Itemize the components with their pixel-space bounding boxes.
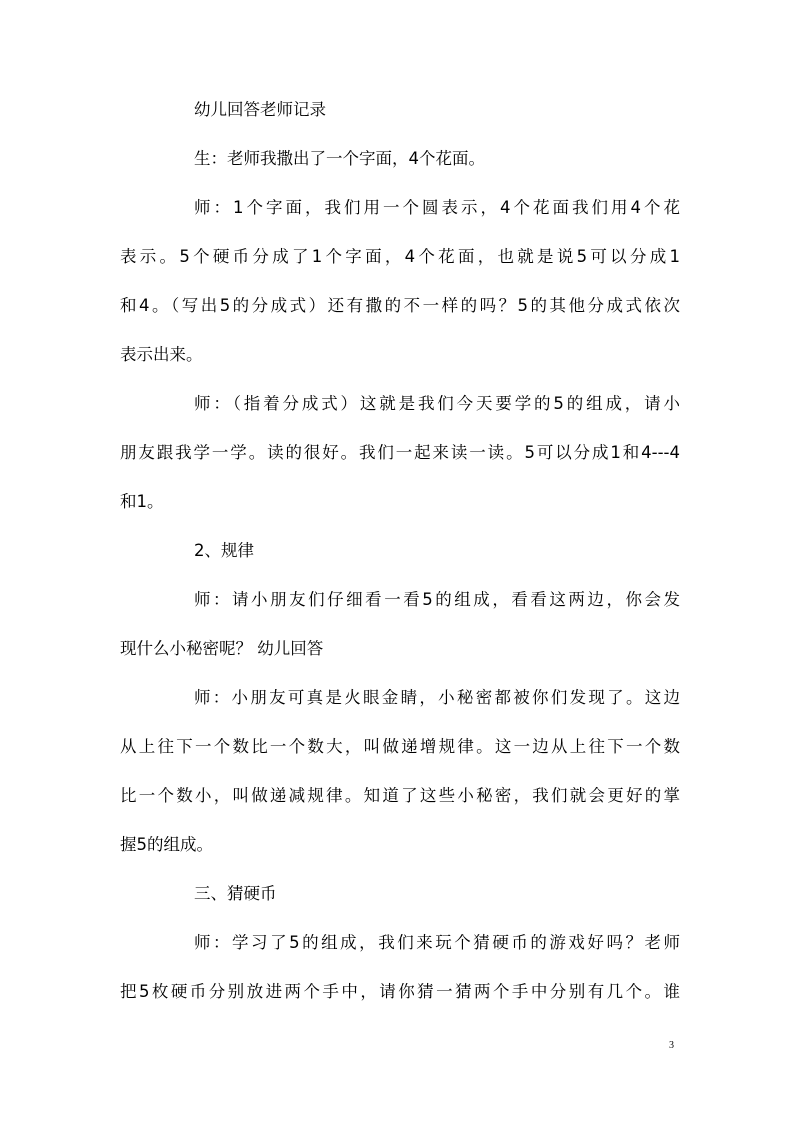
paragraph-line: 师：学习了5的组成，我们来玩个猜硬币的游戏好吗？老师 <box>194 933 680 952</box>
paragraph-line: 表示。5个硬币分成了1个字面，4个花面，也就是说5可以分成1 <box>120 247 680 266</box>
section-heading: 三、猜硬币 <box>194 884 277 903</box>
paragraph-line: 表示出来。 <box>120 345 203 364</box>
paragraph-line: 师：1个字面，我们用一个圆表示，4个花面我们用4个花 <box>194 198 680 217</box>
page-number: 3 <box>669 1040 674 1051</box>
paragraph-line: 比一个数小，叫做递减规律。知道了这些小秘密，我们就会更好的掌 <box>120 786 680 805</box>
paragraph-line: 生：老师我撒出了一个字面，4个花面。 <box>194 149 485 168</box>
paragraph-line: 和1。 <box>120 492 164 511</box>
paragraph-line: 握5的组成。 <box>120 835 213 854</box>
paragraph-line: 师：小朋友可真是火眼金睛，小秘密都被你们发现了。这边 <box>194 688 680 707</box>
paragraph-line: 师：请小朋友们仔细看一看5的组成，看看这两边，你会发 <box>194 590 680 609</box>
paragraph-line: 和4。（写出5的分成式）还有撒的不一样的吗？5的其他分成式依次 <box>120 296 680 315</box>
paragraph-line: 现什么小秘密呢？ 幼儿回答 <box>120 639 324 658</box>
section-heading: 2、规律 <box>194 541 254 560</box>
paragraph-line: 把5枚硬币分别放进两个手中，请你猜一猜两个手中分别有几个。谁 <box>120 982 680 1001</box>
paragraph-line: 朋友跟我学一学。读的很好。我们一起来读一读。5可以分成1和4---4 <box>120 443 680 462</box>
paragraph-line: 幼儿回答老师记录 <box>194 100 326 119</box>
paragraph-line: 师：（指着分成式）这就是我们今天要学的5的组成，请小 <box>194 394 680 413</box>
paragraph-line: 从上往下一个数比一个数大，叫做递增规律。这一边从上往下一个数 <box>120 737 680 756</box>
